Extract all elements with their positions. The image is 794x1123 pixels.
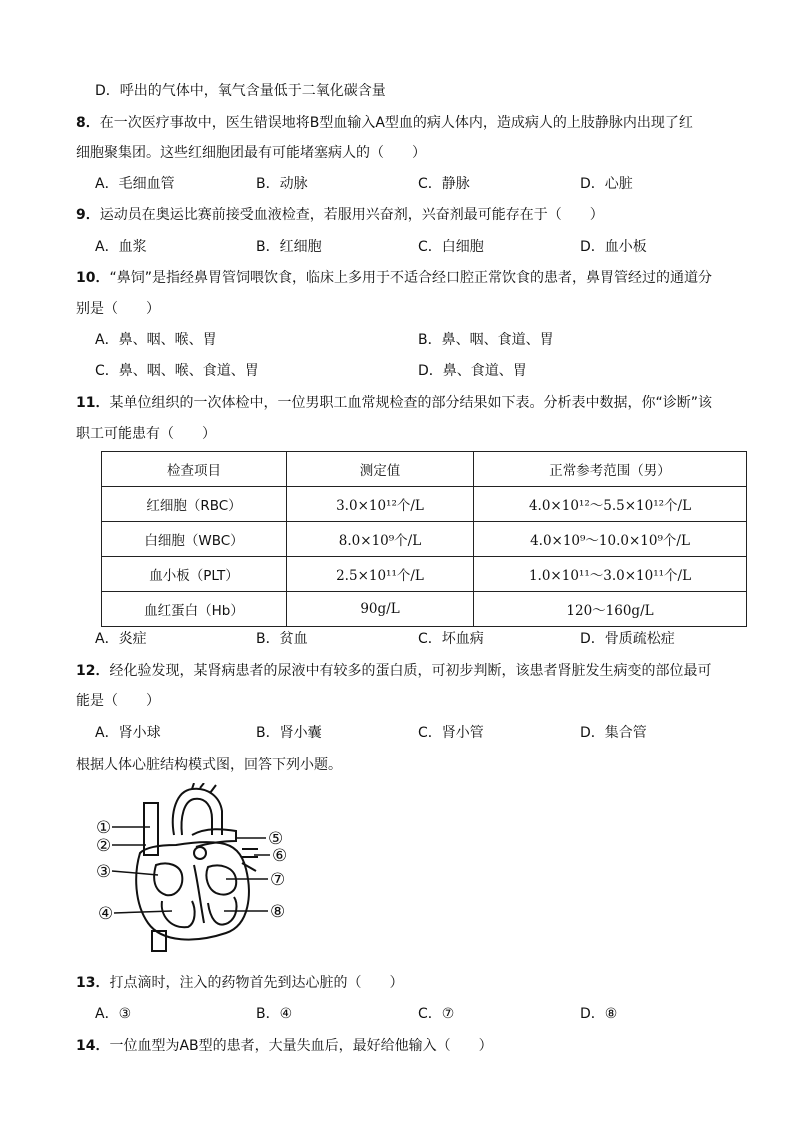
q12-option-b: B．肾小囊 <box>256 725 322 741</box>
q7-option-d: D．呼出的气体中，氧气含量低于二氧化碳含量 <box>95 83 386 99</box>
q9-text: 运动员在奥运比赛前接受血液检查，若服用兴奋剂，兴奋剂最可能存在于（ ） <box>99 207 604 223</box>
q13-number: 13． <box>76 975 110 991</box>
q12-option-a: A．肾小球 <box>95 725 161 741</box>
q13-option-a: A．③ <box>95 1006 132 1022</box>
q8-number: 8． <box>76 115 100 131</box>
q12-number: 12． <box>76 663 110 679</box>
table-header-cell: 正常参考范围（男） <box>474 452 747 487</box>
table-cell: 白细胞（WBC） <box>102 522 287 557</box>
q9-option-a: A．血浆 <box>95 239 147 255</box>
q8-option-a: A．毛细血管 <box>95 176 175 192</box>
q8-option-b: B．动脉 <box>256 176 308 192</box>
q9-option-d: D．血小板 <box>580 239 647 255</box>
diagram-label-5: ⑤ <box>268 829 284 849</box>
table-row <box>102 557 747 592</box>
table-row <box>102 592 747 627</box>
q9-stem <box>76 205 604 225</box>
q11-stem-line2: 职工可能患有（ ） <box>76 426 216 442</box>
table-header-row <box>102 452 747 487</box>
q11-option-b: B．贫血 <box>256 631 308 647</box>
q10-number: 10． <box>76 270 110 286</box>
diagram-label-4: ④ <box>98 904 114 924</box>
q12-stem-line1 <box>76 661 711 681</box>
q8-stem-line2: 细胞聚集团。这些红细胞团最有可能堵塞病人的（ ） <box>76 145 426 161</box>
diagram-label-2: ② <box>96 836 112 856</box>
table-cell: 红细胞（RBC） <box>102 487 287 522</box>
diagram-label-8: ⑧ <box>270 902 286 922</box>
diagram-label-3: ③ <box>96 862 112 882</box>
q13-stem <box>76 973 403 993</box>
table-row <box>102 522 747 557</box>
q8-stem-line1 <box>76 113 693 133</box>
q9-option-c: C．白细胞 <box>418 239 484 255</box>
q11-stem-line1 <box>76 393 712 413</box>
diagram-intro: 根据人体心脏结构模式图，回答下列小题。 <box>76 757 342 773</box>
q14-stem <box>76 1036 493 1056</box>
q12-option-d: D．集合管 <box>580 725 647 741</box>
q13-option-d: D．⑧ <box>580 1006 618 1022</box>
table-cell: 血小板（PLT） <box>102 557 287 592</box>
q10-option-d: D．鼻、食道、胃 <box>418 363 527 379</box>
q11-option-d: D．骨质疏松症 <box>580 631 675 647</box>
table-row <box>102 487 747 522</box>
q8-option-d: D．心脏 <box>580 176 633 192</box>
table-cell: 3.0×10¹²个/L <box>287 487 474 522</box>
table-cell: 血红蛋白（Hb） <box>102 592 287 627</box>
q13-text: 打点滴时，注入的药物首先到达心脏的（ ） <box>109 975 404 991</box>
blood-test-table <box>101 451 747 627</box>
q11-option-c: C．坏血病 <box>418 631 484 647</box>
q14-number: 14． <box>76 1038 110 1054</box>
table-cell: 2.5×10¹¹个/L <box>287 557 474 592</box>
diagram-label-6: ⑥ <box>272 846 288 866</box>
q8-text: 在一次医疗事故中，医生错误地将B型血输入A型血的病人体内，造成病人的上肢静脉内出现了红 <box>99 115 693 131</box>
q9-option-b: B．红细胞 <box>256 239 322 255</box>
q10-stem-line2: 别是（ ） <box>76 301 160 317</box>
table-header-cell: 检查项目 <box>102 452 287 487</box>
table-header-cell: 测定值 <box>287 452 474 487</box>
table-cell: 4.0×10¹²～5.5×10¹²个/L <box>474 487 747 522</box>
heart-diagram <box>96 783 296 953</box>
table-cell: 90g/L <box>287 592 474 627</box>
q11-text: 某单位组织的一次体检中，一位男职工血常规检查的部分结果如下表。分析表中数据，你“诊断”该 <box>109 395 712 411</box>
q12-text: 经化验发现，某肾病患者的尿液中有较多的蛋白质，可初步判断，该患者肾脏发生病变的部位最可 <box>109 663 712 679</box>
q10-option-b: B．鼻、咽、食道、胃 <box>418 332 554 348</box>
q14-text: 一位血型为AB型的患者，大量失血后，最好给他输入（ ） <box>109 1038 493 1054</box>
table-cell: 4.0×10⁹～10.0×10⁹个/L <box>474 522 747 557</box>
q12-option-c: C．肾小管 <box>418 725 484 741</box>
diagram-label-1: ① <box>96 818 112 838</box>
q13-option-b: B．④ <box>256 1006 293 1022</box>
q11-option-a: A．炎症 <box>95 631 147 647</box>
q12-stem-line2: 能是（ ） <box>76 693 160 709</box>
diagram-label-7: ⑦ <box>270 870 286 890</box>
table-cell: 8.0×10⁹个/L <box>287 522 474 557</box>
q10-stem-line1 <box>76 268 712 288</box>
q8-option-c: C．静脉 <box>418 176 470 192</box>
q9-number: 9． <box>76 207 100 223</box>
table-cell: 120～160g/L <box>474 592 747 627</box>
q11-number: 11． <box>76 395 110 411</box>
q10-text: “鼻饲”是指经鼻胃管饲喂饮食，临床上多用于不适合经口腔正常饮食的患者，鼻胃管经过的通道分 <box>109 270 712 286</box>
q13-option-c: C．⑦ <box>418 1006 455 1022</box>
q10-option-a: A．鼻、咽、喉、胃 <box>95 332 217 348</box>
q10-option-c: C．鼻、咽、喉、食道、胃 <box>95 363 259 379</box>
table-cell: 1.0×10¹¹～3.0×10¹¹个/L <box>474 557 747 592</box>
